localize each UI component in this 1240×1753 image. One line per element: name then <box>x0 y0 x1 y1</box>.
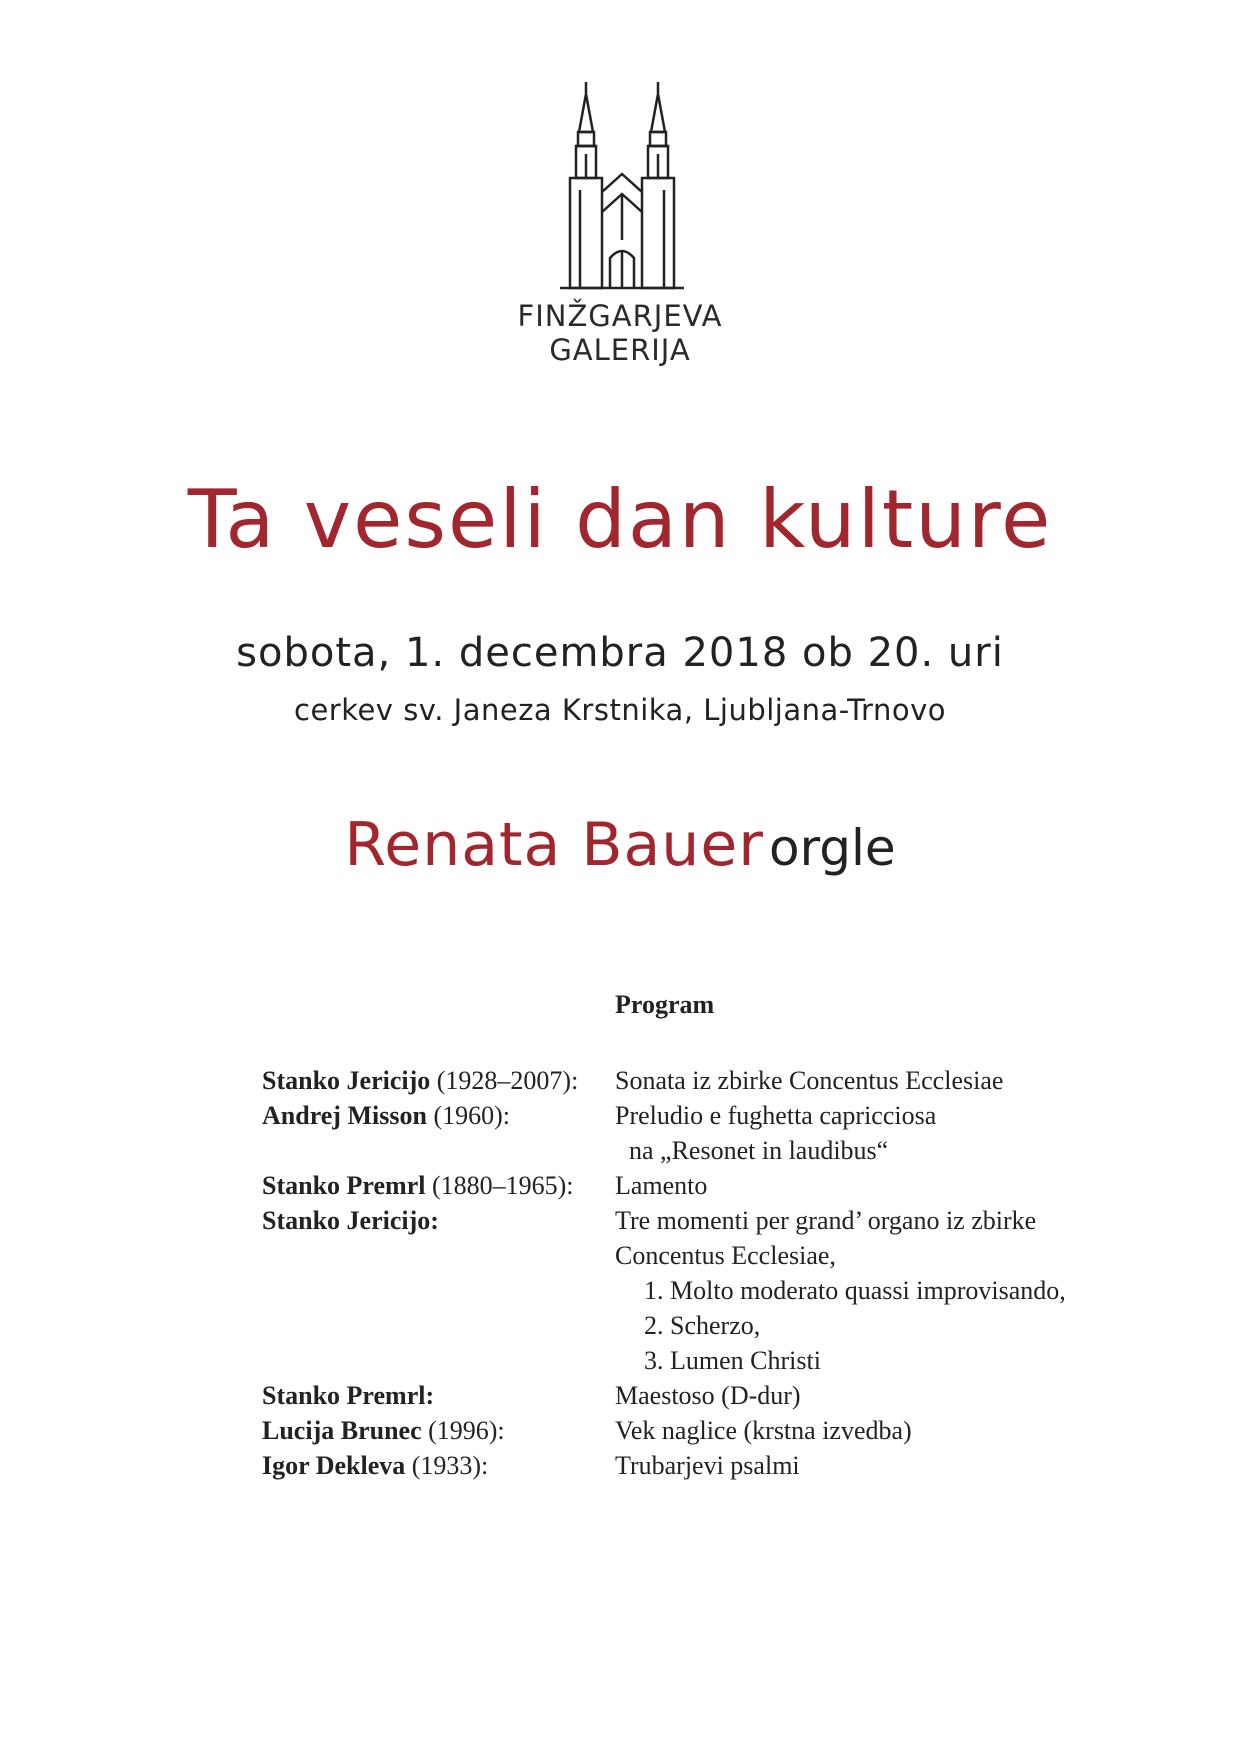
logo-text-line2: GALERIJA <box>549 333 691 367</box>
work-line: 2. Scherzo, <box>644 1311 761 1340</box>
work-line: 3. Lumen Christi <box>644 1346 821 1375</box>
program-row <box>262 1413 1162 1448</box>
church-icon <box>560 80 684 290</box>
work-line: Lamento <box>615 1171 708 1200</box>
program-row <box>262 1098 1162 1168</box>
work-line: Preludio e fughetta capricciosa <box>615 1101 937 1130</box>
event-date: sobota, 1. decembra 2018 ob 20. uri <box>236 630 1004 676</box>
work <box>615 1203 1162 1378</box>
event-venue: cerkev sv. Janeza Krstnika, Ljubljana-Trnovo <box>294 693 946 727</box>
composer <box>262 1168 615 1203</box>
composer-name: Stanko Premrl <box>262 1171 426 1200</box>
work-line: Maestoso (D-dur) <box>615 1381 801 1410</box>
composer <box>262 1448 615 1483</box>
performer-instrument: orgle <box>769 819 896 877</box>
composer-name: Stanko Jericijo <box>262 1066 431 1095</box>
work-line: Sonata iz zbirke Concentus Ecclesiae <box>615 1066 1004 1095</box>
work <box>615 1098 1162 1168</box>
composer <box>262 1063 615 1098</box>
work-line: Concentus Ecclesiae, <box>615 1241 836 1270</box>
composer-note: (1928–2007): <box>436 1066 579 1095</box>
work-line: Tre momenti per grand’ organo iz zbirke <box>615 1206 1037 1235</box>
composer-name: Andrej Misson <box>262 1101 427 1130</box>
composer <box>262 1098 615 1168</box>
program-row <box>262 1448 1162 1483</box>
program-row <box>262 1203 1162 1378</box>
work <box>615 1063 1162 1098</box>
composer-name: Stanko Jericijo: <box>262 1206 439 1235</box>
composer-name: Igor Dekleva <box>262 1451 406 1480</box>
program-row <box>262 1378 1162 1413</box>
work-line: 1. Molto moderato quassi improvisando, <box>644 1276 1066 1305</box>
composer-note: (1933): <box>411 1451 489 1480</box>
composer <box>262 1203 615 1378</box>
work <box>615 1378 1162 1413</box>
program-row <box>262 1063 1162 1098</box>
work-line: Trubarjevi psalmi <box>615 1451 800 1480</box>
composer-note: (1880–1965): <box>431 1171 574 1200</box>
composer <box>262 1378 615 1413</box>
program-heading: Program <box>615 990 715 1019</box>
work-line: na „Resonet in laudibus“ <box>629 1136 889 1165</box>
composer-note: (1960): <box>433 1101 510 1130</box>
work <box>615 1448 1162 1483</box>
performer <box>0 805 1240 900</box>
performer-name: Renata Bauer <box>344 810 764 880</box>
composer-note: (1996): <box>428 1416 505 1445</box>
composer <box>262 1413 615 1448</box>
work-line: Vek naglice (krstna izvedba) <box>615 1416 912 1445</box>
composer-name: Lucija Brunec <box>262 1416 422 1445</box>
work <box>615 1413 1162 1448</box>
program-row <box>262 1168 1162 1203</box>
logo-text-line1: FINŽGARJEVA <box>517 299 723 333</box>
work <box>615 1168 1162 1203</box>
event-title: Ta veseli dan kulture <box>187 473 1053 566</box>
program-list <box>262 1063 1162 1483</box>
composer-name: Stanko Premrl: <box>262 1381 435 1410</box>
